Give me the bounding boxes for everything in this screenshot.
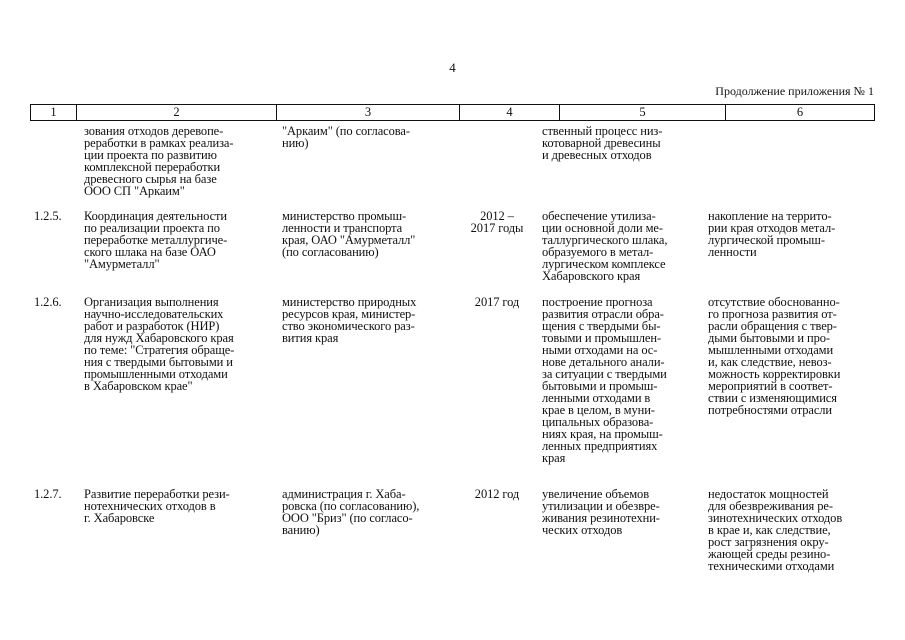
row-3-number: 1.2.7. xyxy=(34,487,62,501)
row-2-period: 2017 год xyxy=(474,295,520,309)
row-3-executor: администрация г. Хаба- ровска (по согласованию), ООО "Бриз" (по согласо- ванию) xyxy=(282,487,420,537)
column-header-4: 4 xyxy=(460,105,560,120)
row-0-result: ственный процесс низ- котоварной древесины и древесных отходов xyxy=(542,124,663,162)
row-1-executor: министерство промыш- ленности и транспорта края, ОАО "Амурметалл" (по согласованию) xyxy=(282,209,416,259)
column-header-6: 6 xyxy=(796,105,804,119)
column-header-1: 1 xyxy=(31,105,77,120)
row-3-result: увеличение объемов утилизации и обезвре- живания резинотехни- ческих отходов xyxy=(542,487,660,537)
row-2-activity: Организация выполнения научно-исследовательских работ и разработок (НИР) для нужд Хабаровского края по теме: "Стратегия обраще- ния с твердыми бытовыми и промышленными отходами в Хабаровском крае" xyxy=(84,295,235,393)
row-1-activity: Координация деятельности по реализации проекта по переработке металлургиче- ского шлака на базе ОАО "Амурметалл" xyxy=(84,209,228,271)
row-3-period: 2012 год xyxy=(474,487,520,501)
row-0-executor: "Аркаим" (по согласова- нию) xyxy=(282,124,410,150)
row-0-activity: зования отходов деревопе- реработки в рамках реализа- ции проекта по развитию комплексной переработки древесного сырья на базе ООО СП "Аркаим" xyxy=(84,124,234,198)
row-1-result: обеспечение утилиза- ции основной доли ме- таллургического шлака, образуемого в метал- лургическом комплексе Хабаровского края xyxy=(542,209,668,283)
column-header-5: 5 xyxy=(560,105,726,120)
column-header-3: 3 xyxy=(277,105,460,120)
row-1-consequence: накопление на террито- рии края отходов метал- лургической промыш- ленности xyxy=(708,209,836,259)
row-2-consequence: отсутствие обоснованно- го прогноза развития от- расли обращения с твер- дыми бытовыми и про- мышленными отходами и, как следствие, невоз- можность корректировки мероприятий в соответ- ствии с изменяющимися потребностями отрасли xyxy=(708,295,841,417)
row-1-period: 2012 – 2017 годы xyxy=(470,209,524,235)
appendix-continuation-note: Продолжение приложения № 1 xyxy=(715,84,874,98)
row-3-activity: Развитие переработки рези- нотехнических отходов в г. Хабаровске xyxy=(84,487,230,525)
row-3-consequence: недостаток мощностей для обезвреживания ре- зинотехнических отходов в крае и, как следствие, рост загрязнения окру- жающей среды резино- техническими отходами xyxy=(708,487,843,573)
page-number: 4 xyxy=(449,60,456,75)
row-1-number: 1.2.5. xyxy=(34,209,62,223)
row-2-executor: министерство природных ресурсов края, министер- ство экономического раз- вития края xyxy=(282,295,417,345)
table-header-row xyxy=(30,104,875,121)
column-header-2: 2 xyxy=(77,105,277,120)
row-2-result: построение прогноза развития отрасли обра- щения с твердыми бы- товыми и промышлен- ными отходами на ос- нове детального анали- за ситуации с твердыми бытовыми и промыш- ленными отходами в крае в целом, в муни- ципальных образова- ниях края, на промыш- ленных предприятиях края xyxy=(542,295,667,465)
row-2-number: 1.2.6. xyxy=(34,295,62,309)
